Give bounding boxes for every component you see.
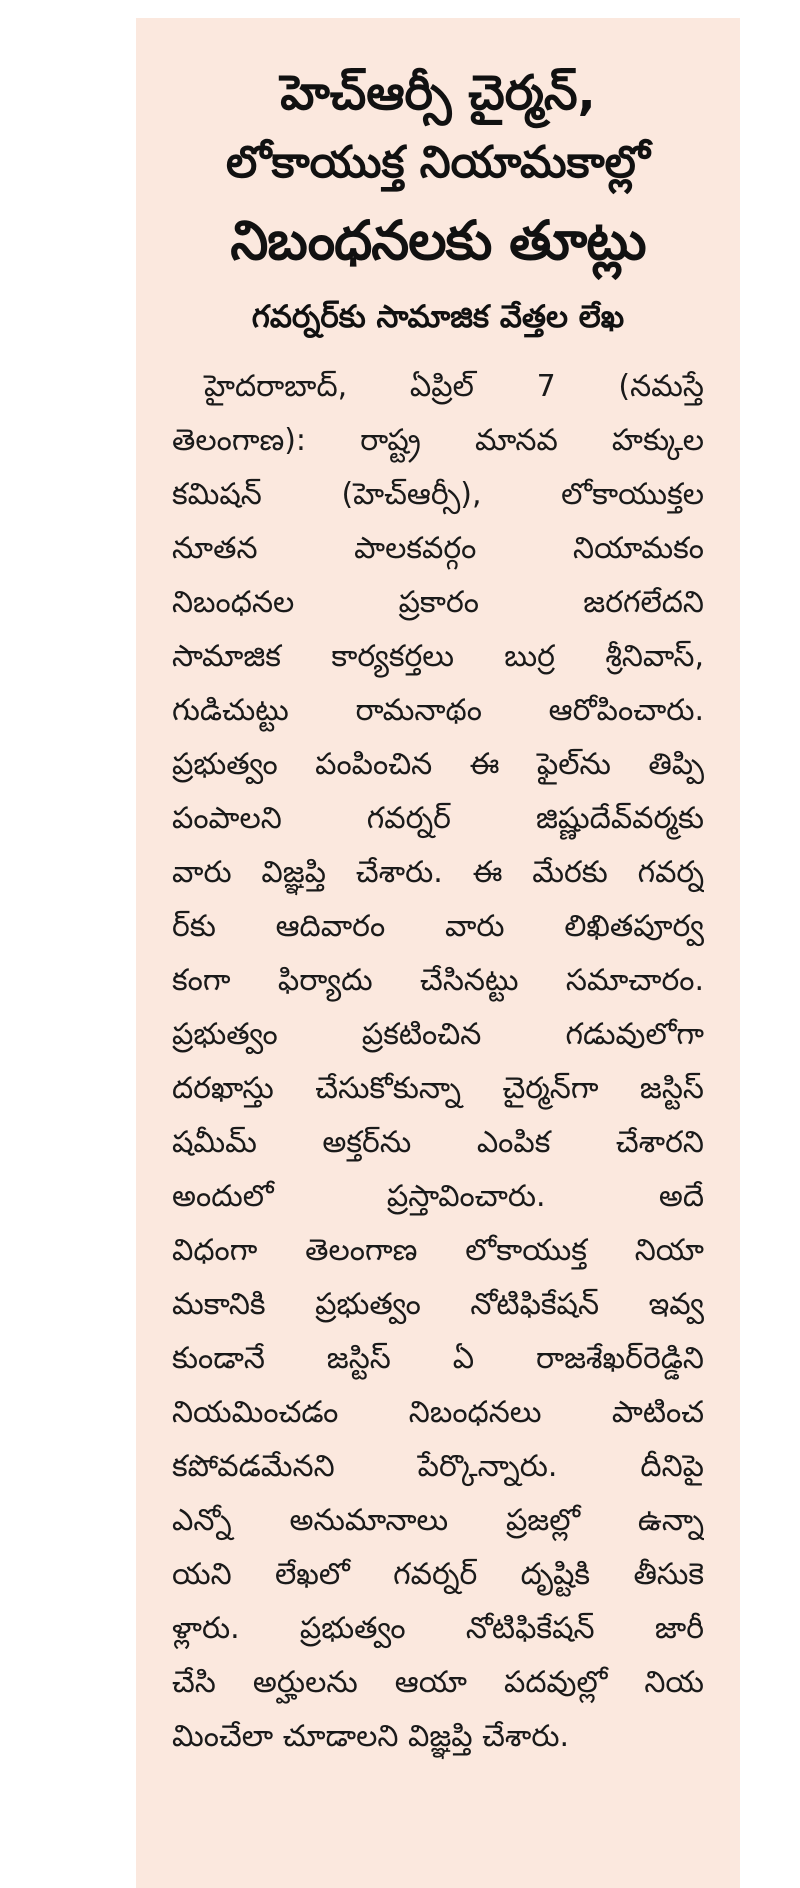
- body-line: వారు విజ్ఞప్తి చేశారు. ఈ మేరకు గవర్న: [172, 855, 704, 890]
- headline-line-2: లోకాయుక్త నియామకాల్లో: [226, 137, 650, 188]
- body-line: విధంగా తెలంగాణ లోకాయుక్త నియా: [172, 1233, 704, 1268]
- body-line: మించేలా చూడాలని విజ్ఞప్తి చేశారు.: [172, 1719, 570, 1754]
- body-line: కంగా ఫిర్యాదు చేసినట్టు సమాచారం.: [172, 963, 704, 998]
- body-line: కమిషన్ (హెచ్ఆర్సీ), లోకాయుక్తల: [172, 477, 704, 512]
- body-line: షమీమ్ అక్తర్‌ను ఎంపిక చేశారని: [172, 1125, 704, 1160]
- body-line: ప్రభుత్వం ప్రకటించిన గడువులోగా: [172, 1017, 704, 1052]
- body-line: పంపాలని గవర్నర్ జిష్ణుదేవ్‌వర్మకు: [172, 801, 704, 836]
- body-line: ళ్లారు. ప్రభుత్వం నోటిఫికేషన్ జారీ: [172, 1611, 704, 1646]
- subheadline: గవర్నర్‌కు సామాజిక వేత్తల లేఖ: [251, 299, 625, 335]
- body-line: యని లేఖలో గవర్నర్ దృష్టికి తీసుకె: [172, 1557, 704, 1592]
- body-line: అందులో ప్రస్తావించారు. అదే: [172, 1179, 704, 1214]
- body-line: చేసి అర్హులను ఆయా పదవుల్లో నియ: [172, 1665, 704, 1700]
- body-line: సామాజిక కార్యకర్తలు బుర్ర శ్రీనివాస్,: [172, 639, 704, 674]
- headline-line-1: హెచ్ఆర్సీ చైర్మన్,: [280, 65, 596, 121]
- body-line: ప్రభుత్వం పంపించిన ఈ ఫైల్‌ను తిప్పి: [172, 747, 704, 782]
- article-body: [172, 360, 704, 1764]
- body-line: గుడిచుట్టు రామనాథం ఆరోపించారు.: [172, 693, 704, 728]
- body-line: తెలంగాణ): రాష్ట్ర మానవ హక్కుల: [172, 423, 704, 458]
- body-line: మకానికి ప్రభుత్వం నోటిఫికేషన్ ఇవ్వ: [172, 1287, 704, 1322]
- body-line: కుండానే జస్టిస్ ఏ రాజశేఖర్‌రెడ్డిని: [172, 1341, 704, 1376]
- news-clipping: [136, 18, 740, 1888]
- body-line: నియమించడం నిబంధనలు పాటించ: [172, 1395, 704, 1430]
- body-line: హైదరాబాద్, ఏప్రిల్ 7 (నమస్తే: [204, 369, 704, 404]
- body-line: నిబంధనల ప్రకారం జరగలేదని: [172, 585, 704, 620]
- body-line: కపోవడమేనని పేర్కొన్నారు. దీనిపై: [172, 1449, 704, 1484]
- body-line: నూతన పాలకవర్గం నియామకం: [172, 531, 704, 566]
- headline-line-3: నిబంధనలకు తూట్లు: [230, 209, 646, 272]
- body-line: ర్‌కు ఆదివారం వారు లిఖితపూర్వ: [172, 909, 704, 944]
- body-line: దరఖాస్తు చేసుకోకున్నా చైర్మన్‌గా జస్టిస్: [172, 1071, 704, 1106]
- body-line: ఎన్నో అనుమానాలు ప్రజల్లో ఉన్నా: [172, 1503, 704, 1538]
